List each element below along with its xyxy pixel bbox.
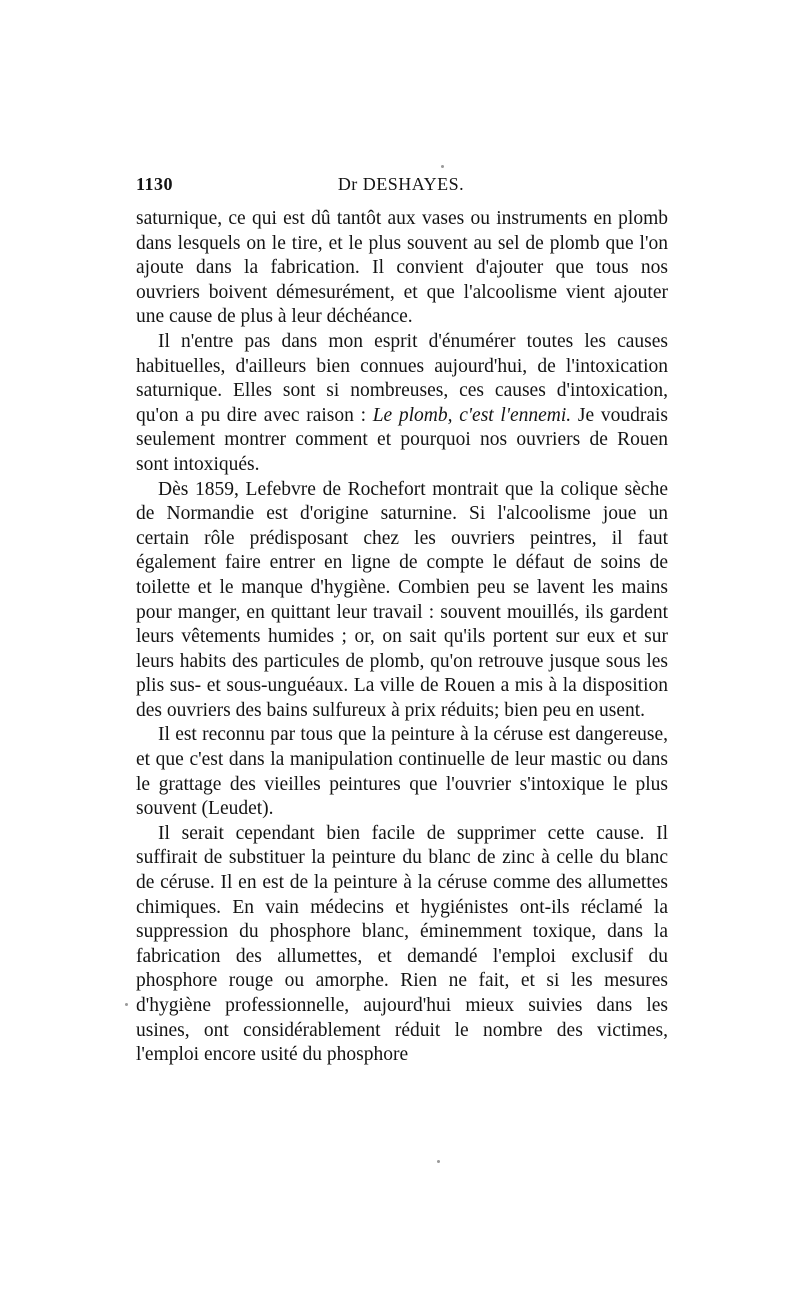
italic-quote: Le plomb, c'est l'ennemi.	[372, 404, 572, 426]
paragraph: Il serait cependant bien facile de supprimer cette cause. Il suffirait de substituer la peinture du blanc de zinc à celle du blanc de céruse. Il en est de la peinture à la céruse comme des allumettes chimiques. En vain médecins et hygiénistes ont-ils réclamé la suppression du phosphore blanc, éminemment toxique, dans la fabrication des allumettes, et demandé l'emploi exclusif du phosphore rouge ou amorphe. Rien ne fait, et si les mesures d'hygiène professionnelle, aujourd'hui mieux suivies dans les usines, ont considérablement réduit le nombre des victimes, l'emploi encore usité du phosphore	[136, 822, 668, 1066]
page-number: 1130	[136, 174, 174, 194]
body-text	[136, 207, 668, 1068]
speck-mark	[437, 1160, 440, 1163]
paragraph: Dès 1859, Lefebvre de Rochefort montrait que la colique sèche de Normandie est d'origine saturnine. Si l'alcoolisme joue un certain rôle prédisposant chez les ouvriers peintres, il faut également faire entrer en ligne de compte le défaut de soins de toilette et le manque d'hygiène. Combien peu se lavent les mains pour manger, en quittant leur travail : souvent mouillés, ils gardent leurs vêtements humides ; or, on sait qu'ils portent sur eux et sur leurs habits des particules de plomb, qu'on retrouve jusque sous les plis sus- et sous-unguéaux. La ville de Rouen a mis à la disposition des ouvriers des bains sulfureux à prix réduits; bien peu en usent.	[136, 478, 668, 721]
paragraph: saturnique, ce qui est dû tantôt aux vases ou instruments en plomb dans lesquels on le tire, et le plus souvent au sel de plomb que l'on ajoute dans la fabrication. Il convient d'ajouter que tous nos ouvriers boivent démesurément, et que l'alcoolisme vient ajouter une cause de plus à leur déchéance.	[136, 208, 668, 328]
paragraph-text: Je voudrais seulement montrer comment et pourquoi nos ouvriers de Rouen sont intoxiqués.	[136, 404, 668, 475]
paragraph-text: Il n'entre pas dans mon esprit d'énumérer toutes les causes habituelles, d'ailleurs bien connues aujourd'hui, de l'intoxication saturnique. Elles sont si nombreuses, ces causes d'intoxication, qu'on a pu dire avec raison :	[136, 330, 668, 426]
running-head: Dr DESHAYES.	[337, 174, 465, 194]
paragraph	[136, 330, 668, 478]
speck-mark	[125, 1003, 128, 1006]
paragraph: Il est reconnu par tous que la peinture à la céruse est dangereuse, et que c'est dans la manipulation continuelle de leur mastic ou dans le grattage des vieilles peintures que l'ouvrier s'intoxique le plus souvent (Leudet).	[136, 724, 668, 820]
speck-mark	[441, 165, 444, 168]
page-header	[136, 174, 668, 200]
